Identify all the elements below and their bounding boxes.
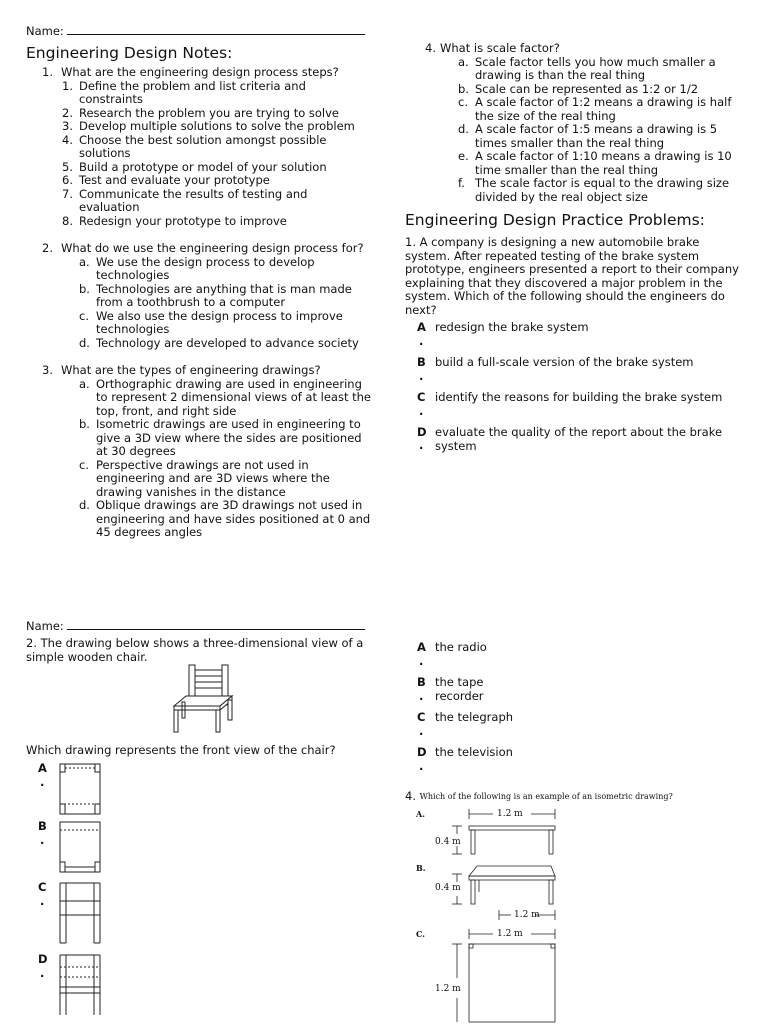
question-4 <box>405 42 750 56</box>
front-view-b-image <box>58 820 103 875</box>
choice-c[interactable]: C . the telegraph <box>417 710 514 738</box>
question-1-text: What are the engineering design process steps? <box>61 65 339 79</box>
front-view-choice-c[interactable]: C . <box>26 881 126 946</box>
front-view-d-image <box>58 953 103 1018</box>
isometric-question <box>405 790 673 804</box>
question-4-list <box>405 56 750 205</box>
practice-question-1-text: 1. A company is designing a new automobile brake system. After repeated testing of the brake system prototype, engineers presented a report to their company explaining that they discovered a major problem in the system. Which of the following should the engineers do next? <box>405 235 739 317</box>
isometric-option-a-image <box>405 806 575 858</box>
notes-right-column <box>405 42 750 204</box>
chair-question-prompt: Which drawing represents the front view of the chair? <box>26 743 336 757</box>
list-item: 3. Develop multiple solutions to solve the problem <box>62 119 355 133</box>
choice-d[interactable]: D . evaluate the quality of the report about the brake system <box>417 425 723 453</box>
front-view-choice-d[interactable]: D . <box>26 953 126 1018</box>
isometric-option-c[interactable]: C. 1.2 m 1.2 m <box>405 926 575 1024</box>
list-item: e. A scale factor of 1:10 means a drawing is 10 time smaller than the real thing <box>458 149 732 177</box>
practice-question-1-choices <box>405 321 750 461</box>
list-item: b. Scale can be represented as 1:2 or 1/2 <box>458 81 699 96</box>
choice-b[interactable]: B . the tape recorder <box>417 675 484 703</box>
isometric-question-text: Which of the following is an example of an isometric drawing? <box>419 792 673 801</box>
name-underline <box>67 619 365 630</box>
name-label: Name: <box>26 24 64 38</box>
question-2-text: What do we use the engineering design process for? <box>61 241 364 255</box>
front-view-choice-a[interactable]: A . <box>26 762 126 817</box>
isometric-question-number: 4. <box>405 789 416 803</box>
list-item: 8. Redesign your prototype to improve <box>62 213 287 228</box>
choice-a[interactable]: A . redesign the brake system <box>417 320 589 348</box>
list-item: 1. Define the problem and list criteria and constraints <box>62 78 306 106</box>
isometric-option-c-image <box>405 926 575 1024</box>
notes-left-column <box>26 66 371 540</box>
isometric-option-b[interactable]: B. 0.4 m 1.2 m <box>405 860 575 924</box>
question-1-list <box>26 80 371 229</box>
list-item: a. Orthographic drawing are used in engineering to represent 2 dimensional views of at least the top, front, and right side <box>79 376 371 418</box>
question-3-list <box>26 378 371 540</box>
name-label: Name: <box>26 619 64 633</box>
question-3 <box>26 364 371 378</box>
list-item: 2. Research the problem you are trying to solve <box>62 105 339 120</box>
chair-3d-image <box>162 662 242 734</box>
isometric-option-a[interactable]: A. 1.2 m 0.4 m <box>405 806 575 858</box>
list-item: 6. Test and evaluate your prototype <box>62 173 270 187</box>
list-item: a. We use the design process to develop technologies <box>79 254 315 282</box>
question-2 <box>26 242 371 256</box>
name-field-line-2[interactable] <box>26 619 365 634</box>
name-underline <box>67 24 365 35</box>
isometric-option-b-image <box>405 860 575 924</box>
choice-b[interactable]: B . build a full-scale version of the brake system <box>417 355 694 383</box>
front-view-a-image <box>58 762 103 817</box>
list-item: c. We also use the design process to improve technologies <box>79 308 343 336</box>
question-2-list <box>26 256 371 351</box>
choice-c[interactable]: C . identify the reasons for building the brake system <box>417 390 723 418</box>
question-1 <box>26 66 371 80</box>
list-item: c. A scale factor of 1:2 means a drawing is half the size of the real thing <box>458 95 732 123</box>
question-4-text: What is scale factor? <box>440 41 560 55</box>
front-view-choice-b[interactable]: B . <box>26 820 126 875</box>
list-item: 4. Choose the best solution amongst possible solutions <box>62 132 327 160</box>
list-item: a. Scale factor tells you how much smaller a drawing is than the real thing <box>458 54 716 82</box>
list-item: d. Oblique drawings are 3D drawings not used in engineering and have sides positioned at 0 and 45 degrees angles <box>79 498 371 539</box>
list-item: f. The scale factor is equal to the drawing size divided by the real object size <box>458 176 730 204</box>
list-item: c. Perspective drawings are not used in engineering and are 3D views where the drawing vanishes in the distance <box>79 457 330 499</box>
name-field-line[interactable] <box>26 24 365 39</box>
list-item: 7. Communicate the results of testing and evaluation <box>62 186 308 214</box>
question-2-number: 2. <box>42 241 53 255</box>
list-item: 5. Build a prototype or model of your solution <box>62 159 327 174</box>
front-view-c-image <box>58 881 103 946</box>
question-4-number: 4. <box>425 41 436 55</box>
choice-a[interactable]: A . the radio <box>417 640 487 668</box>
question-1-number: 1. <box>42 65 53 79</box>
list-item: b. Technologies are anything that is man made from a toothbrush to a computer <box>79 281 352 309</box>
list-item: d. Technology are developed to advance society <box>79 335 359 350</box>
practice-heading: Engineering Design Practice Problems: <box>405 211 705 229</box>
list-item: b. Isometric drawings are used in engineering to give a 3D view where the sides are positioned at 30 degrees <box>79 417 362 458</box>
notes-heading: Engineering Design Notes: <box>26 44 233 62</box>
question-3-number: 3. <box>42 363 53 377</box>
question-3-text: What are the types of engineering drawings? <box>61 363 321 377</box>
invention-choices <box>405 641 605 781</box>
list-item: d. A scale factor of 1:5 means a drawing is 5 times smaller than the real thing <box>458 122 718 150</box>
practice-question-1 <box>405 236 747 317</box>
chair-question-text: 2. The drawing below shows a three-dimensional view of a simple wooden chair. <box>26 636 364 664</box>
choice-d[interactable]: D . the television <box>417 745 513 773</box>
